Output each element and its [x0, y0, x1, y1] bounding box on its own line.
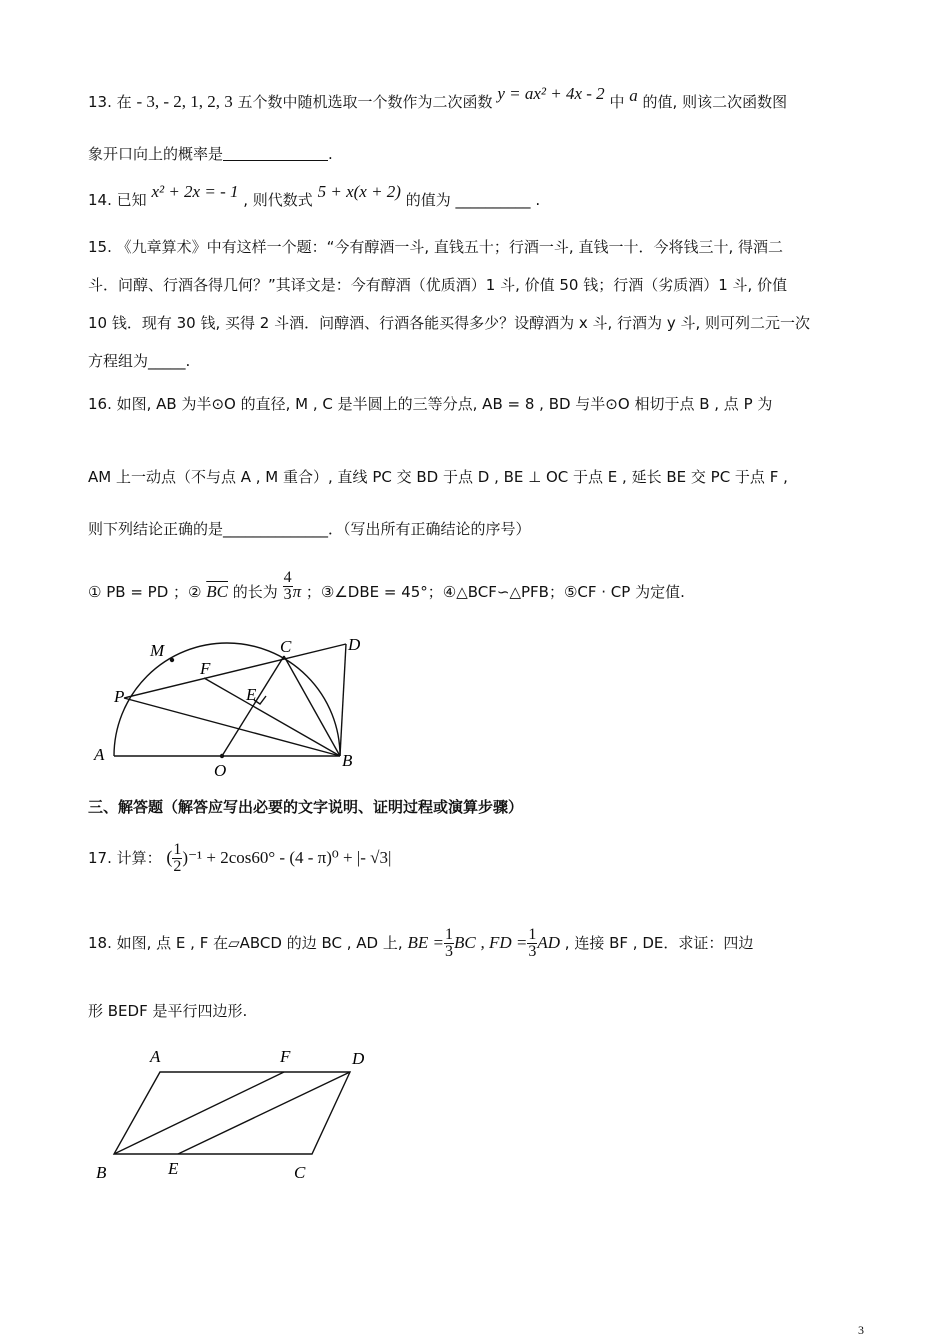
- label-B: B: [96, 1163, 107, 1182]
- point-O: [220, 754, 224, 758]
- q16-line1: 16. 如图, AB 为半⊙O 的直径, M , C 是半圆上的三等分点, AB = 8 , BD 与半⊙O 相切于点 B , 点 P 为: [88, 395, 773, 413]
- parallelogram-ABCD: [114, 1072, 350, 1154]
- q16-line2: AM 上一动点（不与点 A , M 重合）, 直线 PC 交 BD 于点 D , BE ⊥ OC 于点 E , 延长 BE 交 PC 于点 F ,: [88, 468, 788, 486]
- line-BF: [204, 678, 340, 756]
- q16-line3: 则下列结论正确的是______________．（写出所有正确结论的序号）: [88, 520, 531, 538]
- q18-fraction-2: $\frac{1}{3}$: [528, 926, 537, 960]
- label-F: F: [200, 659, 211, 678]
- line-CB: [284, 656, 340, 756]
- q17-fraction: $\frac{1}{2}$: [173, 841, 182, 875]
- semicircle-arc: [114, 643, 340, 756]
- q13-line2: 象开口向上的概率是 .: [88, 145, 333, 163]
- q18-fraction-1: $\frac{1}{3}$: [444, 926, 453, 960]
- label-E: E: [168, 1159, 179, 1178]
- q17-line: 17. 计算： ( $\frac{1}{2}$ )⁻¹ + 2cos60° - (4 - π)⁰ + |- √3|: [88, 841, 392, 875]
- line-PB: [124, 698, 340, 756]
- tangent-BD: [340, 644, 346, 756]
- label-O: O: [214, 761, 227, 780]
- label-M: M: [150, 641, 165, 660]
- q15-line1: 15. 《九章算术》中有这样一个题：“今有醇酒一斗, 直钱五十；行酒一斗, 直钱一十．今将钱三十, 得酒二: [88, 238, 784, 256]
- label-A: A: [150, 1047, 161, 1066]
- label-F: F: [280, 1047, 291, 1066]
- label-D: D: [348, 635, 361, 654]
- q15-line2: 斗．问醇、行酒各得几何？”其译文是：今有醇酒（优质酒）1 斗, 价值 50 钱；行酒（劣质酒）1 斗, 价值: [88, 276, 788, 294]
- q18-line2: 形 BEDF 是平行四边形.: [88, 1002, 248, 1020]
- label-C: C: [280, 637, 292, 656]
- q13-line1: 13. 在 - 3, - 2, 1, 2, 3 五个数中随机选取一个数作为二次函数 y = ax² + 4x - 2 中 a 的值, 则该二次函数图: [88, 84, 788, 111]
- figure-16: [80, 630, 380, 780]
- label-C: C: [294, 1163, 306, 1182]
- section-3-heading: 三、解答题（解答应写出必要的文字说明、证明过程或演算步骤）: [88, 798, 524, 816]
- line-BF: [114, 1072, 284, 1154]
- q15-line3: 10 钱．现有 30 钱, 买得 2 斗酒．问醇酒、行酒各能买得多少？设醇酒为 x 斗, 行酒为 y 斗, 则可列二元一次: [88, 314, 810, 332]
- q18-line1: 18. 如图, 点 E , F 在▱ABCD 的边 BC , AD 上, BE = $\frac{1}{3}$ BC , FD = $\frac{1}{3}$ AD , 连接 BF , DE．求证：四边: [88, 926, 754, 960]
- label-D: D: [352, 1049, 365, 1068]
- q16-fraction: $\frac{4}{3}$: [283, 569, 292, 603]
- label-P: P: [114, 687, 125, 706]
- q16-conclusions: ① PB = PD ；② $\overline{BC}$ 的长为 $\frac{4}{3}$ π ；③∠DBE = 45°；④△BCF∽△PFB；⑤CF · CP 为定值.: [88, 569, 685, 603]
- label-A: A: [94, 745, 105, 764]
- figure-18: [90, 1040, 380, 1190]
- q14-line: 14. 已知 x² + 2x = - 1 , 则代数式 5 + x(x + 2) 的值为 __________ .: [88, 182, 541, 209]
- label-B: B: [342, 751, 353, 770]
- label-E: E: [246, 685, 257, 704]
- line-ED: [178, 1072, 350, 1154]
- q15-line4: 方程组为_____.: [88, 352, 191, 370]
- page-number: 3: [858, 1323, 864, 1337]
- point-M: [170, 658, 174, 662]
